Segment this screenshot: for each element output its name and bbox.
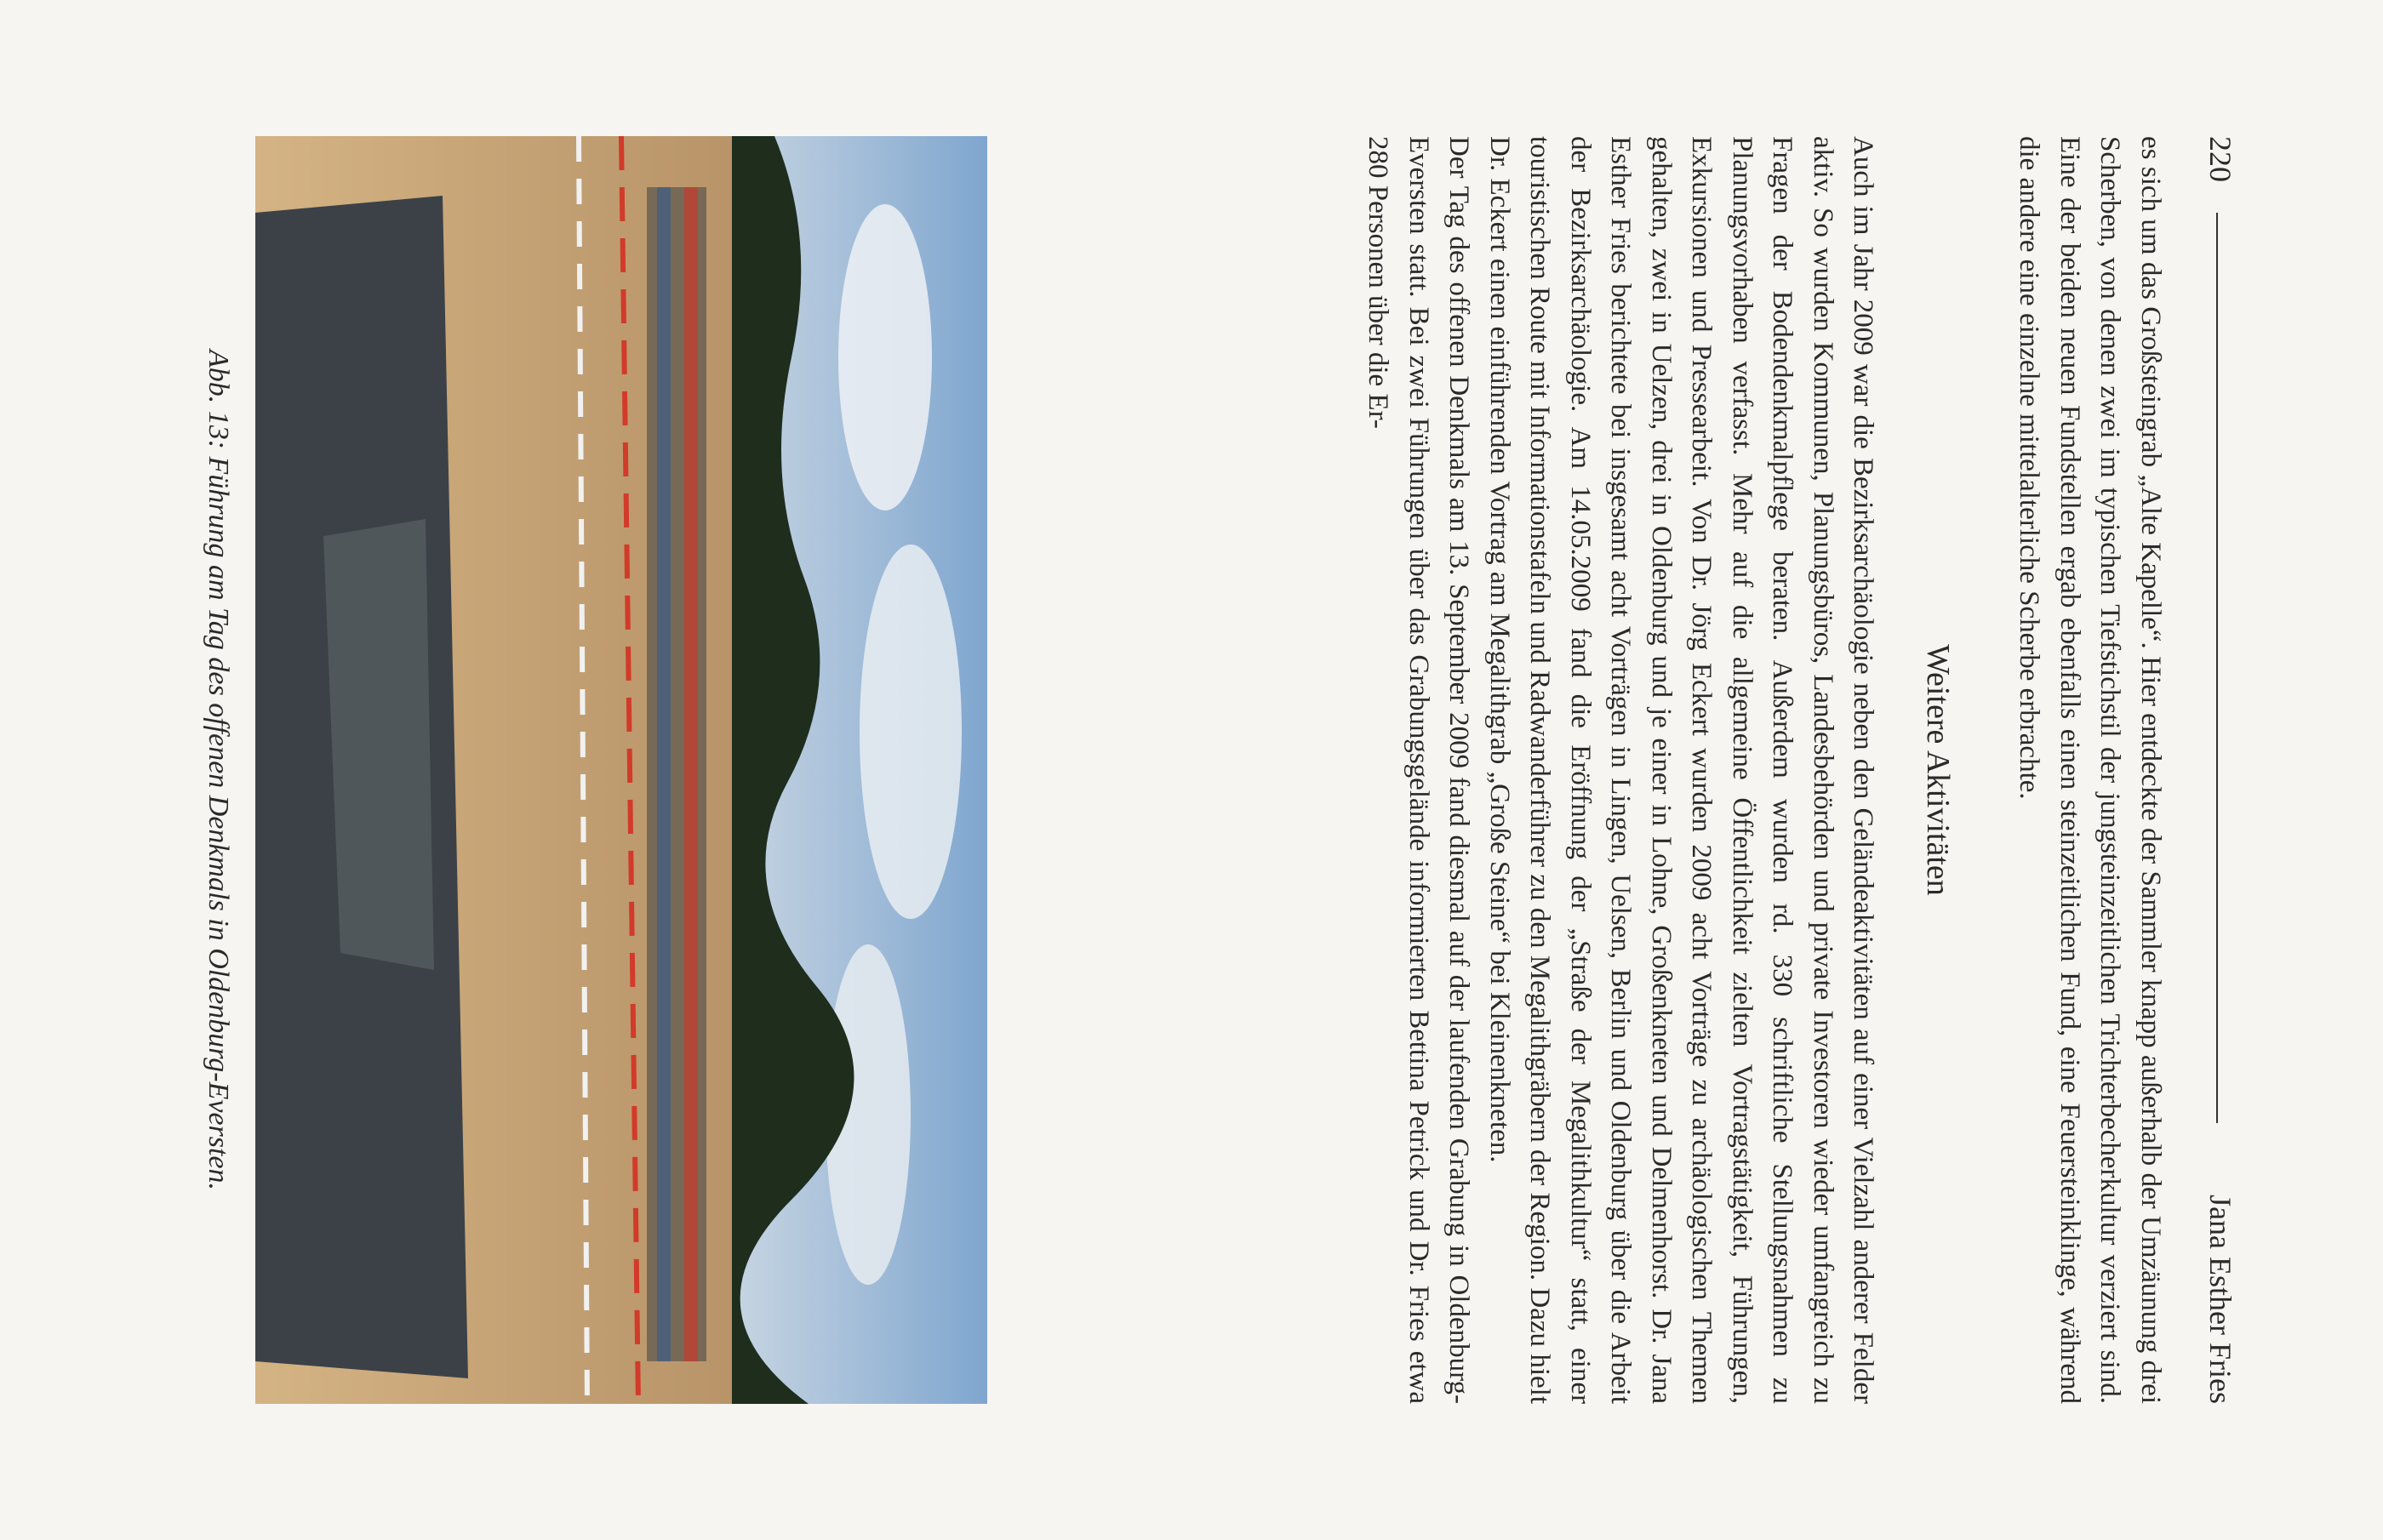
intro-paragraph: es sich um das Großsteingrab „Alte Kapelle“. Hier entdeckte der Sammler knapp außerhalb der Umzäunung drei Scherben, von denen zwei im typischen Tiefstichstil der jungsteinzeitlichen Trichterbecherkultur verziert sind. Eine der beiden neuen Fundstellen ergab ebenfalls einen steinzeitlichen Fund, eine Feuersteinklinge, während die andere eine einzelne mittelalterliche Scherbe erbrachte. (2014, 136, 2166, 1404)
body-text (1357, 136, 2170, 1404)
header-rule (2216, 213, 2218, 1123)
paragraph-activities: Auch im Jahr 2009 war die Bezirksarchäologie neben den Geländeaktivitäten auf einer Vielzahl anderer Felder aktiv. So wurden Kommunen, Planungsbüros, Landesbehörden und private Investoren wieder umfangreich zu Fragen der Bodendenkmalpflege beraten. Außerdem wurden rd. 330 schriftliche Stellungsnahmen zu Planungsvorhaben verfasst. Mehr auf die allgemeine Öffentlichkeit zielten Vortragstätigkeit, Führungen, Exkursionen und Pressearbeit. Von Dr. Jörg Eckert wurden 2009 acht Vorträge zu archäologischen Themen gehalten, zwei in Uelzen, drei in Oldenburg und je einer in Lohne, Großenkneten und Delmenhorst. Dr. Jana Esther Fries berichtete bei insgesamt acht Vorträgen in Lingen, Uelsen, Berlin und Oldenburg über die Arbeit der Bezirksarchäologie. Am 14.05.2009 fand die Eröffnung der „Straße der Megalithkultur“ statt, einer touristischen Route mit Informationstafeln und Radwanderführer zu den Megalithgräbern der Region. Dazu hielt Dr. Eckert einen einführenden Vortrag am Megalithgrab „Große Steine“ bei Kleinenkneten. (1484, 136, 1879, 1404)
page-header (2187, 136, 2238, 1404)
excavation-tour-photo (255, 136, 987, 1404)
running-head-author: Jana Esther Fries (2203, 1195, 2237, 1404)
figure-photo (255, 136, 987, 1404)
section-heading: Weitere Aktivitäten (1920, 644, 1956, 896)
paragraph-open-monument-day: Der Tag des offenen Denkmals am 13. September 2009 fand diesmal auf der laufenden Grabung in Oldenburg-Eversten statt. Bei zwei Führungen über das Grabungsgelände informierten Bettina Petrick und Dr. Fries etwa 280 Personen über die Er- (1363, 136, 1475, 1404)
page-number: 220 (2203, 136, 2237, 182)
figure-caption: Abb. 13: Führung am Tag des offenen Denkmals in Oldenburg-Eversten. (203, 349, 234, 1191)
